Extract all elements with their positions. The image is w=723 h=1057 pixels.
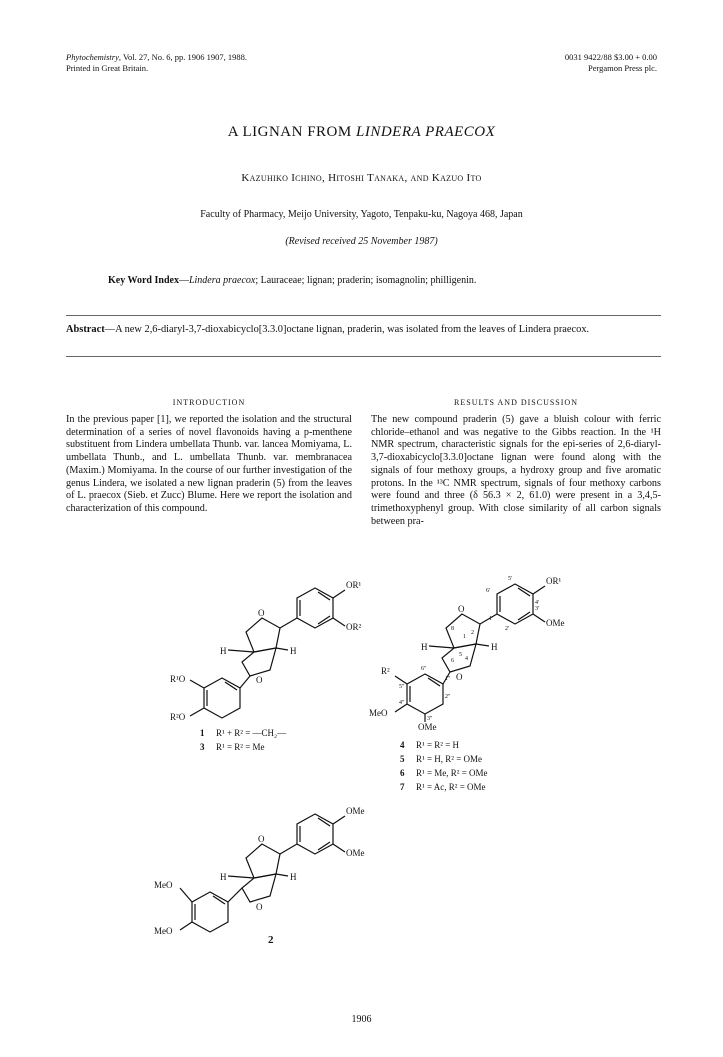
received-text: (Revised received 25 November 1987) (285, 236, 438, 247)
abstract (66, 323, 661, 336)
printed-note: Printed in Great Britain. (66, 63, 149, 73)
locant-5p: 5' (508, 576, 513, 582)
caption-compound-5 (400, 752, 488, 766)
abstract-text: —A new 2,6-diaryl-3,7-dioxabicyclo[3.3.0]octane lignan, praderin, was isolated from the leaves of Lindera praecox. (104, 324, 590, 335)
label-o-2b: O (256, 902, 263, 912)
structure-4-7 (365, 570, 580, 720)
introduction-text: In the previous paper [1], we reported the isolation and the structural determination of a series of novel flavonoids having a p-menthene substituent from Lindera umbellata Thunb. var. lancea Momiyama, L. umbellata Thunb., and L. umbellata Thunb. var. membranacea (Maxim.) Momiyama. In the course of our further investigation of the genus Lindera, we isolated a new lignan praderin (5) from the leaves of L. praecox (Sieb. et Zucc) Blume. Here we report the isolation and characterization of this compound. (66, 414, 352, 514)
caption-num-7: 7 (400, 782, 405, 792)
keyword-index (108, 275, 476, 286)
locant-6p: 6' (486, 588, 491, 594)
divider-top (66, 315, 661, 316)
page-number: 1906 (351, 1014, 372, 1025)
caption-num-5: 5 (400, 754, 405, 764)
caption-num-6: 6 (400, 768, 405, 778)
label-meo-2b: MeO (154, 926, 173, 936)
label-o-bottom: O (256, 675, 263, 685)
locant-4pp: 4'' (399, 700, 405, 706)
locant-1p: 1' (489, 616, 494, 622)
label-h-right: H (290, 646, 297, 656)
caption-right (400, 738, 488, 794)
keyword-dash: — (178, 275, 189, 286)
caption-compound-6 (400, 766, 488, 780)
publisher-info (565, 52, 657, 74)
publisher-name: Pergamon Press plc. (587, 63, 657, 73)
label-ome-right: OMe (546, 618, 565, 628)
label-h-right-right: H (491, 642, 498, 652)
introduction-heading: INTRODUCTION (172, 398, 246, 407)
title-prefix: A LIGNAN FROM (227, 124, 356, 140)
locant-4: 4 (465, 656, 468, 662)
caption-text-5: R¹ = H, R² = OMe (416, 754, 483, 764)
label-h-2a: H (220, 872, 227, 882)
label-meo-right: MeO (369, 708, 388, 718)
affiliation: Faculty of Pharmacy, Meijo University, Yagoto, Tenpaku-ku, Nagoya 468, Japan (200, 209, 523, 220)
label-ome-2a: OMe (346, 806, 365, 816)
locant-8: 8 (451, 626, 454, 632)
abstract-label: Abstract (66, 324, 105, 335)
keyword-label: Key Word Index (108, 275, 179, 286)
divider-bottom (66, 356, 661, 357)
paper-title (0, 124, 723, 141)
label-meo-2a: MeO (154, 880, 173, 890)
keyword-list: ; Lauraceae; lignan; praderin; isomagnolin; philligenin. (255, 275, 477, 286)
compound-2-number: 2 (268, 934, 274, 946)
locant-1pp: 1'' (445, 676, 451, 682)
caption-text-6: R¹ = Me, R² = OMe (416, 768, 488, 778)
label-o-2a: O (258, 834, 265, 844)
label-o-bottom-right: O (456, 672, 463, 682)
locant-4p: 4' (535, 600, 540, 606)
caption-num-1: 1 (200, 728, 205, 738)
locant-5: 5 (459, 652, 462, 658)
label-h-2b: H (290, 872, 297, 882)
results-text: The new compound praderin (5) gave a bluish colour with ferric chloride–ethanol and was negative to the Gibbs reaction. In the ¹H NMR spectrum, characteristic signals for the epi-series of 2,6-diaryl-3,7-dioxabicyclo[3.3.0]octane lignan were found along with the signals of four methoxy groups, a hydroxy group and five aromatic protons. In the ¹³C NMR spectrum, signals of four methoxy carbons were found and three (δ 56.3 × 2, 61.0) were present in a 3,4,5-trimethoxyphenyl group. With close similarity of all carbon signals between pra- (371, 414, 661, 527)
caption-text-3: R¹ = R² = Me (216, 742, 265, 752)
locant-5pp: 5'' (399, 684, 405, 690)
label-h-left-right: H (421, 642, 428, 652)
label-or2: OR² (346, 622, 362, 632)
caption-compound-3 (200, 740, 286, 754)
caption-compound-1 (200, 726, 286, 740)
caption-text-1: R¹ + R² = —CH₂— (216, 728, 287, 738)
label-r2o: R²O (170, 712, 186, 722)
label-o-top-right: O (458, 604, 465, 614)
caption-text-7: R¹ = Ac, R² = OMe (416, 782, 486, 792)
citation-text: , Vol. 27, No. 6, pp. 1906 1907, 1988. (118, 52, 248, 62)
caption-compound-4 (400, 738, 488, 752)
locant-6pp: 6'' (421, 666, 427, 672)
label-r1o: R¹O (170, 674, 186, 684)
caption-compound-7 (400, 780, 488, 794)
locant-2: 2 (471, 630, 474, 636)
caption-num-3: 3 (200, 742, 205, 752)
locant-3pp: 3'' (427, 716, 433, 722)
author-list: Kazuhiko Ichino, Hitoshi Tanaka, and Kazuo Ito (241, 172, 482, 184)
keyword-species: Lindera praecox (188, 275, 256, 286)
label-ome-bottom: OMe (418, 722, 437, 732)
label-or1: OR¹ (346, 580, 362, 590)
caption-num-4: 4 (400, 740, 405, 750)
label-h-left: H (220, 646, 227, 656)
structure-2 (150, 800, 380, 940)
journal-name: Phytochemistry (66, 52, 119, 62)
received-date (0, 236, 723, 247)
caption-text-4: R¹ = R² = H (416, 740, 460, 750)
journal-citation (66, 52, 247, 74)
locant-6: 6 (451, 658, 454, 664)
locant-2p: 2' (505, 626, 510, 632)
label-o-top: O (258, 608, 265, 618)
locant-3p: 3' (535, 606, 540, 612)
label-ome-2b: OMe (346, 848, 365, 858)
locant-1: 1 (463, 634, 466, 640)
label-or1-right: OR¹ (546, 576, 562, 586)
caption-left (200, 726, 286, 754)
results-heading: RESULTS AND DISCUSSION (454, 398, 578, 407)
price-code: 0031 9422/88 $3.00 + 0.00 (564, 52, 657, 62)
title-species: LINDERA PRAECOX (355, 124, 496, 140)
label-r2-right: R² (381, 666, 390, 676)
locant-2pp: 2'' (445, 694, 451, 700)
